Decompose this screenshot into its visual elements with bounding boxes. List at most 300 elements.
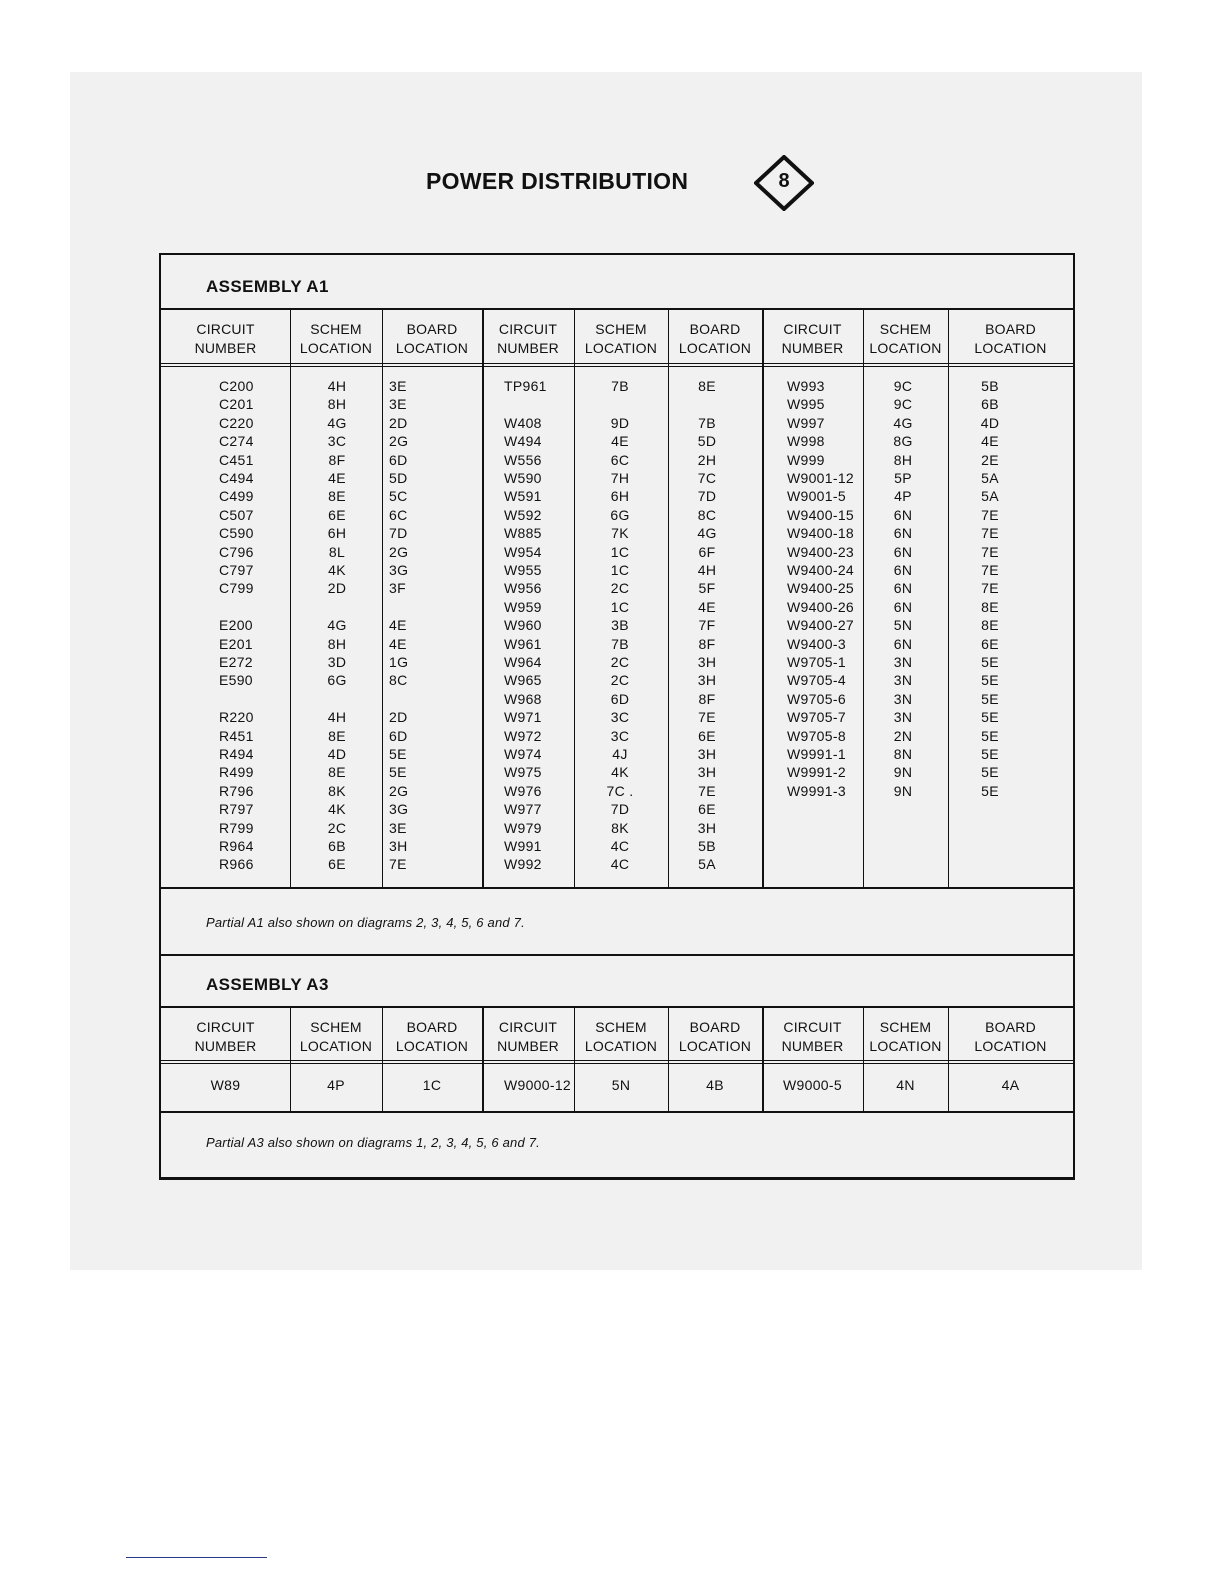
table-cell: 6B xyxy=(328,838,346,854)
column-header-line: BOARD xyxy=(406,1019,458,1035)
table-cell: 5E xyxy=(981,709,999,726)
column-divider xyxy=(290,1006,291,1111)
table-cell: 8E xyxy=(328,764,346,781)
table-cell: E200 xyxy=(219,617,253,634)
table-cell: W9001-12 xyxy=(787,470,854,486)
table-cell: C200 xyxy=(219,378,254,394)
column-header-line: SCHEM xyxy=(595,321,647,337)
table-cell: 5E xyxy=(389,764,407,781)
table-cell: 8E xyxy=(328,488,346,505)
column-header-line: BOARD xyxy=(985,321,1036,337)
table-cell: 5E xyxy=(981,672,999,689)
table-cell: 3H xyxy=(697,764,717,781)
table-cell: 8E xyxy=(698,378,716,394)
header-rule xyxy=(161,1063,1073,1064)
table-cell: W998 xyxy=(787,433,825,450)
table-cell: W9991-1 xyxy=(787,746,846,762)
table-cell: 5C xyxy=(389,488,408,505)
table-cell: 8E xyxy=(981,598,999,615)
table-cell: 7H xyxy=(610,470,630,486)
table-cell: 3C xyxy=(610,727,630,744)
table-cell: W999 xyxy=(787,451,825,468)
table-cell: W9400-25 xyxy=(787,580,854,597)
table-cell: C590 xyxy=(219,525,254,542)
table-cell: R499 xyxy=(219,764,254,781)
table-cell: 5N xyxy=(893,617,913,634)
column-header-line: CIRCUIT xyxy=(196,1019,255,1035)
column-divider xyxy=(948,1006,949,1111)
table-cell: 5P xyxy=(894,470,912,486)
table-cell: 4E xyxy=(389,617,407,634)
column-divider xyxy=(482,308,484,887)
table-cell: 8C xyxy=(389,672,408,689)
table-cell: 2C xyxy=(610,672,630,689)
table-cell: 8E xyxy=(981,617,999,634)
table-cell: 5A xyxy=(698,856,716,873)
header-rule xyxy=(161,1060,1073,1061)
table-bottom-rule xyxy=(161,887,1073,889)
table-cell: 5E xyxy=(981,764,999,781)
table-cell: 5E xyxy=(389,746,407,762)
table-cell: 7B xyxy=(611,378,629,394)
table-cell: 8F xyxy=(328,451,346,468)
table-cell: 9N xyxy=(893,764,913,781)
table-cell: 3E xyxy=(389,378,407,394)
page-title: POWER DISTRIBUTION xyxy=(426,168,689,194)
page-header xyxy=(0,150,1224,214)
table-cell: 8H xyxy=(893,451,913,468)
table-cell: W408 xyxy=(504,414,542,431)
table-cell: 8K xyxy=(328,782,346,799)
table-cell: 5E xyxy=(981,654,999,670)
column-header-line: SCHEM xyxy=(310,321,362,337)
section-divider xyxy=(161,954,1073,956)
table-cell: 4G xyxy=(327,414,347,431)
table-cell: 6D xyxy=(389,451,408,468)
table-cell: C220 xyxy=(219,414,254,431)
table-cell: 4D xyxy=(327,746,347,762)
table-cell: 2N xyxy=(893,727,913,744)
table-cell: 3D xyxy=(327,654,347,670)
column-header-line: CIRCUIT xyxy=(196,321,255,337)
table-cell: W955 xyxy=(504,562,542,578)
table-cell: 5N xyxy=(611,1077,631,1093)
table-cell: W9001-5 xyxy=(787,488,846,505)
section-note: Partial A1 also shown on diagrams 2, 3, 4, 5, 6 and 7. xyxy=(206,915,525,930)
section-note: Partial A3 also shown on diagrams 1, 2, 3, 4, 5, 6 and 7. xyxy=(206,1135,540,1150)
table-cell: 4H xyxy=(697,562,717,578)
column-header-line: SCHEM xyxy=(879,321,932,337)
column-header-line: LOCATION xyxy=(395,340,469,356)
table-cell: 7E xyxy=(981,580,999,597)
table-cell: 3N xyxy=(893,672,913,689)
column-divider xyxy=(863,308,864,887)
column-header-line: SCHEM xyxy=(595,1019,647,1035)
table-cell: 6E xyxy=(981,635,999,652)
table-cell: W975 xyxy=(504,764,542,781)
table-cell: 4E xyxy=(611,433,629,450)
table-cell: W9400-23 xyxy=(787,543,854,560)
table-cell: 9C xyxy=(893,378,913,394)
column-header xyxy=(762,320,863,358)
table-cell: 3B xyxy=(611,617,629,634)
table-cell: W968 xyxy=(504,690,542,707)
table-cell: W960 xyxy=(504,617,542,634)
table-cell: W590 xyxy=(504,470,542,486)
table-cell: C507 xyxy=(219,506,254,523)
table-cell: W974 xyxy=(504,746,542,762)
table-cell: 6D xyxy=(610,690,630,707)
table-cell: 2C xyxy=(327,819,347,836)
column-header xyxy=(382,1018,482,1056)
table-cell: 4K xyxy=(328,562,346,578)
table-cell: 7K xyxy=(611,525,629,542)
table-cell: 7E xyxy=(698,782,716,799)
table-cell: 1C xyxy=(610,598,630,615)
table-cell: W997 xyxy=(787,414,825,431)
table-cell: 2G xyxy=(389,543,409,560)
table-cell: 2C xyxy=(610,580,630,597)
table-cell: C494 xyxy=(219,470,254,486)
parts-location-frame xyxy=(159,253,1075,1180)
table-cell: W9705-4 xyxy=(787,672,846,689)
table-cell: R966 xyxy=(219,856,254,873)
table-cell: W9400-18 xyxy=(787,525,854,542)
column-divider xyxy=(382,1006,383,1111)
diagram-number-badge xyxy=(754,155,814,211)
table-cell: W976 xyxy=(504,782,542,799)
table-cell: 4D xyxy=(980,414,1000,431)
column-header-line: LOCATION xyxy=(299,340,373,356)
table-cell: 7E xyxy=(981,525,999,542)
column-header-line: LOCATION xyxy=(869,340,942,356)
table-cell: 6C xyxy=(610,451,630,468)
table-cell: 8F xyxy=(698,690,716,707)
table-cell: W956 xyxy=(504,580,542,597)
table-cell: R220 xyxy=(219,709,254,726)
diagram-number: 8 xyxy=(778,170,790,192)
table-cell: 1C xyxy=(610,543,630,560)
column-header-line: LOCATION xyxy=(584,1038,658,1054)
table-cell: 4J xyxy=(612,746,628,762)
table-cell: E201 xyxy=(219,635,253,652)
table-cell: C274 xyxy=(219,433,254,450)
column-header-line: NUMBER xyxy=(497,340,559,356)
table-cell: 7D xyxy=(697,488,717,505)
column-divider xyxy=(382,308,383,887)
column-header-line: LOCATION xyxy=(869,1038,942,1054)
column-header xyxy=(382,320,482,358)
table-cell: 5D xyxy=(389,470,408,486)
column-header-line: LOCATION xyxy=(678,1038,752,1054)
table-cell: 3N xyxy=(893,690,913,707)
table-cell: 2D xyxy=(327,580,347,597)
table-cell: 8E xyxy=(328,727,346,744)
column-header-line: NUMBER xyxy=(781,340,844,356)
table-cell: W9400-24 xyxy=(787,562,854,578)
section-title-rule xyxy=(161,1006,1073,1008)
table-cell: 2E xyxy=(981,451,999,468)
column-header xyxy=(948,1018,1073,1056)
column-header xyxy=(161,1018,290,1056)
column-divider xyxy=(482,1006,484,1111)
table-cell: 5B xyxy=(981,378,999,394)
table-cell: C451 xyxy=(219,451,254,468)
table-cell: 6H xyxy=(610,488,630,505)
table-cell: 2G xyxy=(389,433,409,450)
table-cell: W992 xyxy=(504,856,542,873)
table-cell: 6E xyxy=(698,801,716,818)
table-cell: 7E xyxy=(981,562,999,578)
table-cell: 5B xyxy=(698,838,716,854)
column-header xyxy=(482,320,574,358)
table-cell: 5A xyxy=(981,488,999,505)
table-cell: 3E xyxy=(389,396,407,413)
column-header-line: LOCATION xyxy=(678,340,752,356)
table-cell: W9400-27 xyxy=(787,617,854,634)
column-header-line: NUMBER xyxy=(194,1038,257,1054)
table-cell: 7C xyxy=(697,470,717,486)
table-cell: 4E xyxy=(981,433,999,450)
table-cell: 4H xyxy=(327,709,347,726)
table-cell: W961 xyxy=(504,635,542,652)
column-header-line: LOCATION xyxy=(395,1038,469,1054)
table-cell: 6E xyxy=(328,856,346,873)
table-cell: 4G xyxy=(327,617,347,634)
table-cell: 4H xyxy=(327,378,347,394)
column-header xyxy=(574,1018,668,1056)
table-cell: 8K xyxy=(611,819,629,836)
table-cell: 3G xyxy=(389,801,409,818)
table-cell: W9000-5 xyxy=(783,1077,842,1093)
table-cell: 6B xyxy=(981,396,999,413)
table-cell: R964 xyxy=(219,838,254,854)
column-header-line: BOARD xyxy=(689,1019,741,1035)
table-cell: 9D xyxy=(610,414,630,431)
table-cell: W592 xyxy=(504,506,542,523)
table-cell: W89 xyxy=(210,1077,241,1093)
column-divider xyxy=(948,308,949,887)
table-cell: 5E xyxy=(981,746,999,762)
table-cell: E590 xyxy=(219,672,253,689)
table-cell: 4E xyxy=(389,635,407,652)
table-cell: 4B xyxy=(706,1077,724,1093)
table-cell: 4G xyxy=(697,525,717,542)
table-cell: W9991-2 xyxy=(787,764,846,781)
table-cell: 7D xyxy=(389,525,408,542)
table-cell: W885 xyxy=(504,525,542,542)
column-header xyxy=(290,320,382,358)
table-cell: 7B xyxy=(611,635,629,652)
column-header xyxy=(863,1018,948,1056)
table-cell: 3E xyxy=(389,819,407,836)
table-cell: 6N xyxy=(893,598,913,615)
table-cell: 6N xyxy=(893,506,913,523)
table-cell: 3C xyxy=(610,709,630,726)
table-cell: 4P xyxy=(327,1077,345,1093)
table-cell: 8N xyxy=(893,746,913,762)
table-cell: 6F xyxy=(698,543,716,560)
column-divider xyxy=(290,308,291,887)
table-cell: 3H xyxy=(389,838,408,854)
table-cell: 4A xyxy=(1001,1077,1020,1093)
table-cell: 3H xyxy=(697,819,717,836)
table-cell: 6N xyxy=(893,562,913,578)
table-cell: R797 xyxy=(219,801,254,818)
section-title: ASSEMBLY A3 xyxy=(206,975,329,994)
table-cell: 1C xyxy=(610,562,630,578)
table-cell: R796 xyxy=(219,782,254,799)
table-cell: R494 xyxy=(219,746,254,762)
column-header-line: SCHEM xyxy=(310,1019,362,1035)
column-divider xyxy=(668,1006,669,1111)
table-cell: W9400-3 xyxy=(787,635,846,652)
table-cell: W991 xyxy=(504,838,542,854)
table-cell: 6E xyxy=(698,727,716,744)
column-header-line: CIRCUIT xyxy=(498,1019,558,1035)
table-cell: 3N xyxy=(893,654,913,670)
header-rule xyxy=(161,366,1073,367)
table-cell: 7B xyxy=(698,414,716,431)
table-cell: 5D xyxy=(697,433,717,450)
column-header xyxy=(668,1018,762,1056)
table-cell: 8G xyxy=(893,433,913,450)
table-cell: 6H xyxy=(327,525,347,542)
table-cell: 9N xyxy=(893,782,913,799)
table-cell: 3H xyxy=(697,654,717,670)
table-cell: 1G xyxy=(389,654,409,670)
table-cell: 4K xyxy=(328,801,346,818)
column-header-line: NUMBER xyxy=(781,1038,844,1054)
table-cell: C799 xyxy=(219,580,254,597)
table-cell: 8C xyxy=(697,506,717,523)
column-header-line: LOCATION xyxy=(299,1038,373,1054)
table-cell: 6N xyxy=(893,580,913,597)
table-cell: W964 xyxy=(504,654,542,670)
table-cell: 5E xyxy=(981,690,999,707)
table-cell: 6N xyxy=(893,525,913,542)
table-cell: C201 xyxy=(219,396,254,413)
table-cell: W995 xyxy=(787,396,825,413)
table-cell: 5A xyxy=(981,470,999,486)
column-divider xyxy=(574,1006,575,1111)
table-cell: 2D xyxy=(389,414,408,431)
column-header-line: BOARD xyxy=(406,321,458,337)
table-cell: 3H xyxy=(697,746,717,762)
table-cell: 4C xyxy=(610,838,630,854)
column-divider xyxy=(668,308,669,887)
table-cell: 4N xyxy=(896,1077,915,1093)
table-cell: W979 xyxy=(504,819,542,836)
column-header-line: SCHEM xyxy=(879,1019,932,1035)
table-cell: 4G xyxy=(893,414,913,431)
footer-rule xyxy=(126,1557,267,1558)
table-cell: 4C xyxy=(610,856,630,873)
section-title: ASSEMBLY A1 xyxy=(206,277,329,296)
column-header xyxy=(161,320,290,358)
table-cell: C796 xyxy=(219,543,254,560)
table-cell: W971 xyxy=(504,709,542,726)
column-header xyxy=(482,1018,574,1056)
table-cell: 6E xyxy=(328,506,346,523)
table-cell: W9705-6 xyxy=(787,690,846,707)
table-cell: 7E xyxy=(389,856,407,873)
table-cell: 6G xyxy=(610,506,630,523)
column-header-line: BOARD xyxy=(985,1019,1036,1035)
table-cell: 6N xyxy=(893,635,913,652)
table-cell: 8H xyxy=(327,396,347,413)
column-header-line: LOCATION xyxy=(974,1038,1047,1054)
column-divider xyxy=(863,1006,864,1111)
table-cell: 2D xyxy=(389,709,408,726)
table-bottom-rule xyxy=(161,1111,1073,1113)
column-header-line: BOARD xyxy=(689,321,741,337)
column-divider xyxy=(762,308,764,887)
table-cell: 2G xyxy=(389,782,409,799)
table-cell: W965 xyxy=(504,672,542,689)
column-header-line: NUMBER xyxy=(194,340,257,356)
table-cell: W9705-8 xyxy=(787,727,846,744)
table-cell: 3C xyxy=(327,433,347,450)
table-cell: 3H xyxy=(697,672,717,689)
table-cell: W954 xyxy=(504,543,542,560)
table-cell: 6C xyxy=(389,506,408,523)
column-header xyxy=(762,1018,863,1056)
table-cell: 1C xyxy=(422,1077,442,1093)
table-cell: 4E xyxy=(328,470,346,486)
table-cell: W977 xyxy=(504,801,542,818)
table-cell: 2H xyxy=(697,451,717,468)
table-cell: 6G xyxy=(327,672,347,689)
table-cell: E272 xyxy=(219,654,253,670)
table-cell: 7F xyxy=(698,617,716,634)
table-cell: 3F xyxy=(389,580,406,597)
header-rule xyxy=(161,363,1073,364)
table-cell: R451 xyxy=(219,727,254,744)
table-cell: C499 xyxy=(219,488,254,505)
table-cell: 4K xyxy=(611,764,629,781)
table-cell: 3G xyxy=(389,562,409,578)
table-cell: W972 xyxy=(504,727,542,744)
table-cell: W9705-7 xyxy=(787,709,846,726)
table-cell: TP961 xyxy=(504,378,547,394)
table-cell: 7C . xyxy=(606,782,634,799)
column-header-line: NUMBER xyxy=(497,1038,559,1054)
table-cell: 7E xyxy=(981,506,999,523)
table-cell: W591 xyxy=(504,488,542,505)
column-header xyxy=(290,1018,382,1056)
table-cell: C797 xyxy=(219,562,254,578)
column-divider xyxy=(574,308,575,887)
table-cell: 7E xyxy=(981,543,999,560)
table-cell: W556 xyxy=(504,451,542,468)
column-header-line: LOCATION xyxy=(584,340,658,356)
table-cell: 5E xyxy=(981,782,999,799)
table-cell: 8H xyxy=(327,635,347,652)
table-cell: 4P xyxy=(894,488,912,505)
column-header-line: CIRCUIT xyxy=(498,321,558,337)
table-cell: W494 xyxy=(504,433,542,450)
table-cell: 5F xyxy=(698,580,716,597)
table-cell: W9000-12 xyxy=(504,1077,571,1093)
table-cell: 7D xyxy=(610,801,630,818)
column-header-line: CIRCUIT xyxy=(783,321,842,337)
column-header xyxy=(863,320,948,358)
table-cell: W959 xyxy=(504,598,542,615)
table-cell: 5E xyxy=(981,727,999,744)
table-cell: 3N xyxy=(893,709,913,726)
column-divider xyxy=(762,1006,764,1111)
